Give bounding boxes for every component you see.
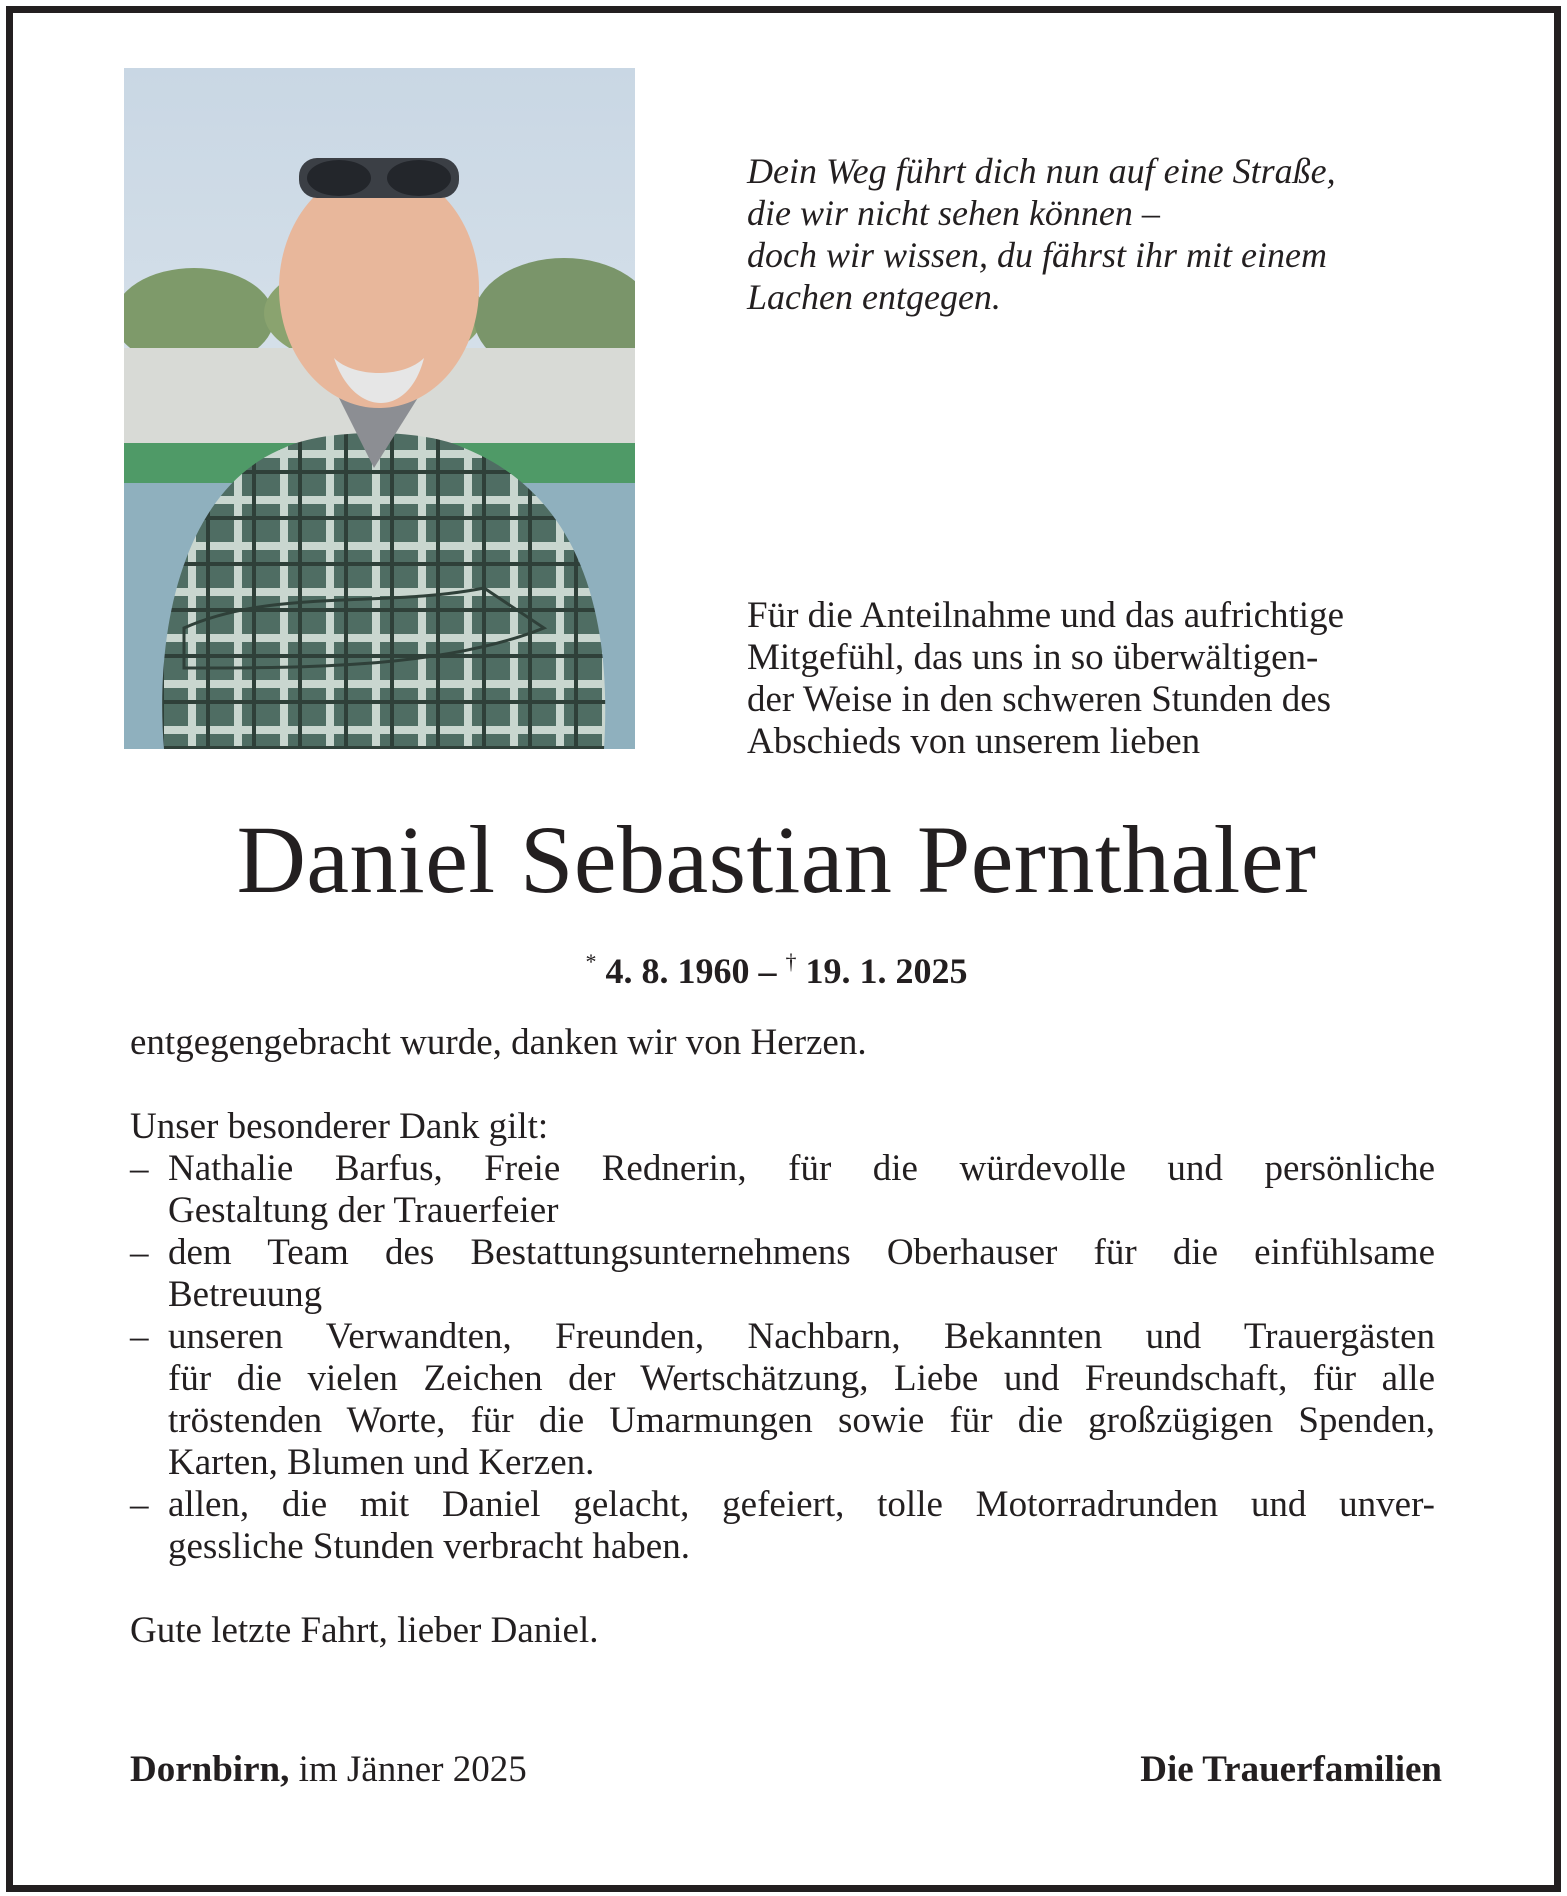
life-dates [0, 940, 1553, 993]
list-item [130, 1316, 1435, 1484]
list-item [130, 1484, 1435, 1568]
intro-line: Für die Anteilnahme und das aufrichtige [747, 595, 1344, 636]
list-dash: – [130, 1232, 149, 1273]
intro-line: der Weise in den schweren Stunden des [747, 679, 1332, 720]
list-line: dem Team des Bestattungsunternehmens Oberhauser für die einfühlsame [168, 1232, 1435, 1273]
continuation-text: entgegengebracht wurde, danken wir von Herzen. [130, 1022, 867, 1063]
farewell-text: Gute letzte Fahrt, lieber Daniel. [130, 1610, 599, 1651]
list-line: für die vielen Zeichen der Wertschätzung, Liebe und Freundschaft, für alle [168, 1358, 1435, 1399]
intro-line: Mitgefühl, das uns in so überwältigen- [747, 637, 1319, 678]
death-date: 19. 1. 2025 [805, 951, 968, 991]
birth-date: 4. 8. 1960 [605, 951, 750, 991]
portrait-illustration [124, 68, 635, 749]
poem-line: Dein Weg führt dich nun auf eine Straße, [747, 151, 1336, 191]
list-line: Nathalie Barfus, Freie Rednerin, für die würdevolle und persönliche [168, 1148, 1435, 1189]
portrait-photo [124, 68, 635, 749]
list-line: Karten, Blumen und Kerzen. [168, 1442, 595, 1483]
list-item [130, 1232, 1435, 1316]
list-line: tröstenden Worte, für die Umarmungen sowie für die großzügigen Spenden, [168, 1400, 1435, 1441]
list-dash: – [130, 1484, 149, 1525]
poem-line: die wir nicht sehen können – [747, 193, 1160, 233]
deceased-name: Daniel Sebastian Pernthaler [236, 806, 1317, 913]
poem-line: doch wir wissen, du fährst ihr mit einem [747, 235, 1328, 275]
list-dash: – [130, 1148, 149, 1189]
place: Dornbirn, [130, 1749, 290, 1790]
death-symbol: † [785, 949, 797, 974]
list-line: Gestaltung der Trauerfeier [168, 1190, 559, 1231]
thanks-body [130, 1022, 1435, 1652]
list-line: gessliche Stunden verbracht haben. [168, 1526, 690, 1567]
poem-quote [747, 150, 1467, 318]
list-dash: – [130, 1316, 149, 1357]
intro-paragraph [747, 595, 1447, 763]
date-separator: – [758, 951, 777, 991]
poem-line: Lachen entgegen. [747, 277, 1001, 317]
intro-line: Abschieds von unserem lieben [747, 721, 1201, 762]
list-line: allen, die mit Daniel gelacht, gefeiert, tolle Motorradrunden und unver- [168, 1484, 1435, 1525]
birth-symbol: * [585, 949, 597, 974]
thanks-list [130, 1148, 1435, 1568]
list-line: Betreuung [168, 1274, 323, 1315]
date: im Jänner 2025 [298, 1749, 527, 1790]
list-line: unseren Verwandten, Freunden, Nachbarn, Bekannten und Trauergästen [168, 1316, 1435, 1357]
place-and-date [130, 1748, 527, 1792]
thanks-heading: Unser besonderer Dank gilt: [130, 1106, 549, 1147]
list-item [130, 1148, 1435, 1232]
signature: Die Trauerfamilien [1140, 1749, 1442, 1790]
